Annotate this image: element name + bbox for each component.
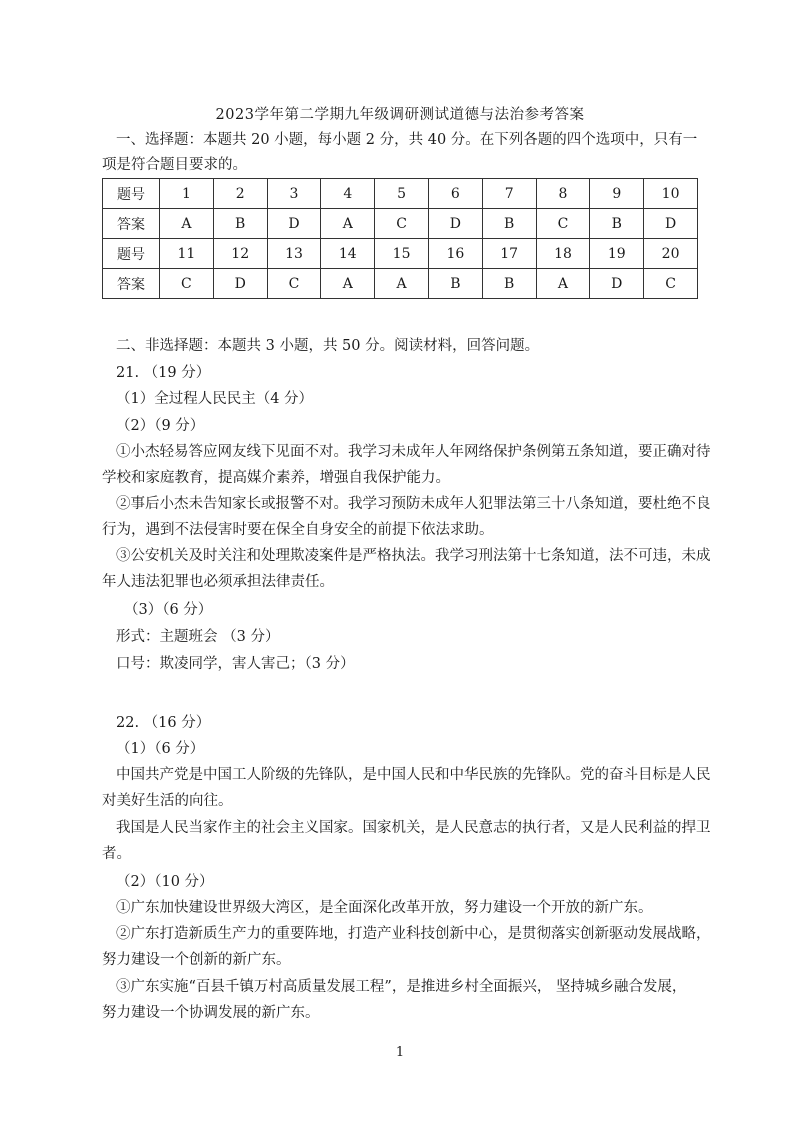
table-cell: C	[536, 209, 590, 239]
q21-part2-a-line2: 学校和家庭教育，提高媒介素养，增强自我保护能力。	[102, 470, 450, 486]
table-cell: 9	[590, 179, 644, 209]
table-cell: 20	[644, 239, 698, 269]
table-cell: 7	[482, 179, 536, 209]
table-cell: A	[321, 269, 375, 299]
table-cell: A	[536, 269, 590, 299]
table-cell: D	[267, 209, 321, 239]
section2-intro: 二、非选择题：本题共 3 小题，共 50 分。阅读材料，回答问题。	[116, 338, 540, 354]
table-cell: 14	[321, 239, 375, 269]
table-cell: A	[321, 209, 375, 239]
table-row-answer-2	[103, 269, 698, 299]
q22-part2-a: ①广东加快建设世界级大湾区，是全面深化改革开放，努力建设一个开放的新广东。	[116, 900, 653, 916]
row-label: 答案	[103, 269, 160, 299]
row-label: 题号	[103, 239, 160, 269]
answer-table	[102, 178, 698, 299]
q21-part2-c-line2: 年人违法犯罪也必须承担法律责任。	[102, 574, 334, 590]
table-cell: B	[590, 209, 644, 239]
q22-part2-c-line2: 努力建设一个协调发展的新广东。	[102, 1005, 320, 1021]
table-cell: C	[160, 269, 214, 299]
table-cell: 4	[321, 179, 375, 209]
q21-part3-slogan: 口号：欺凌同学，害人害己；（3 分）	[116, 656, 355, 672]
q21-part3-form: 形式：主题班会 （3 分）	[116, 629, 280, 645]
table-cell: 18	[536, 239, 590, 269]
q21-part2-c-line1: ③公安机关及时关注和处理欺凌案件是严格执法。我学习刑法第十七条知道，法不可违，未成	[116, 548, 711, 564]
table-cell: A	[160, 209, 214, 239]
q22-part1: （1）（6 分）	[116, 741, 205, 757]
table-cell: B	[482, 269, 536, 299]
table-cell: 13	[267, 239, 321, 269]
table-cell: 19	[590, 239, 644, 269]
table-cell: C	[644, 269, 698, 299]
table-cell: D	[213, 269, 267, 299]
q22-part2-b-line2: 努力建设一个创新的新广东。	[102, 952, 291, 968]
q21-part3: （3）（6 分）	[124, 602, 213, 618]
row-label: 题号	[103, 179, 160, 209]
table-cell: 8	[536, 179, 590, 209]
table-cell: 10	[644, 179, 698, 209]
row-label: 答案	[103, 209, 160, 239]
table-cell: 17	[482, 239, 536, 269]
q21-heading: 21. （19 分）	[116, 365, 211, 381]
section1-intro-line1: 一、选择题：本题共 20 小题，每小题 2 分，共 40 分。在下列各题的四个选项中，只有一	[116, 132, 698, 148]
table-cell: 1	[160, 179, 214, 209]
table-row-question-1	[103, 179, 698, 209]
section1-intro-line2: 项是符合题目要求的。	[102, 157, 247, 173]
q22-part2-c-line1: ③广东实施“百县千镇万村高质量发展工程”，是推进乡村全面振兴， 坚持城乡融合发展，	[116, 979, 687, 995]
q22-part1-a-line1: 中国共产党是中国工人阶级的先锋队，是中国人民和中华民族的先锋队。党的奋斗目标是人民	[116, 767, 711, 783]
q22-part1-b-line1: 我国是人民当家作主的社会主义国家。国家机关，是人民意志的执行者，又是人民利益的捍卫	[116, 820, 711, 836]
table-cell: 3	[267, 179, 321, 209]
q22-heading: 22. （16 分）	[116, 715, 211, 731]
table-cell: B	[482, 209, 536, 239]
table-cell: A	[375, 269, 429, 299]
table-cell: 2	[213, 179, 267, 209]
table-cell: B	[428, 269, 482, 299]
page-number: 1	[395, 1045, 405, 1060]
table-cell: 15	[375, 239, 429, 269]
q21-part2-a-line1: ①小杰轻易答应网友线下见面不对。我学习未成年人年网络保护条例第五条知道，要正确对待	[116, 444, 711, 460]
table-cell: 11	[160, 239, 214, 269]
table-cell: D	[428, 209, 482, 239]
table-cell: C	[375, 209, 429, 239]
table-cell: 6	[428, 179, 482, 209]
table-cell: 16	[428, 239, 482, 269]
table-cell: D	[644, 209, 698, 239]
q22-part1-a-line2: 对美好生活的向往。	[102, 793, 233, 809]
table-cell: B	[213, 209, 267, 239]
table-cell: 12	[213, 239, 267, 269]
table-cell: D	[590, 269, 644, 299]
q21-part2: （2）（9 分）	[116, 418, 205, 434]
page-title: 2023学年第二学期九年级调研测试道德与法治参考答案	[215, 107, 585, 123]
q22-part2: （2）（10 分）	[116, 874, 214, 890]
q21-part1: （1）全过程人民民主（4 分）	[116, 391, 314, 407]
table-cell: 5	[375, 179, 429, 209]
table-cell: C	[267, 269, 321, 299]
table-row-question-2	[103, 239, 698, 269]
q22-part2-b-line1: ②广东打造新质生产力的重要阵地，打造产业科技创新中心，是贯彻落实创新驱动发展战略，	[116, 926, 711, 942]
table-row-answer-1	[103, 209, 698, 239]
q21-part2-b-line1: ②事后小杰未告知家长或报警不对。我学习预防未成年人犯罪法第三十八条知道，要杜绝不良	[116, 496, 711, 512]
q22-part1-b-line2: 者。	[102, 846, 131, 862]
q21-part2-b-line2: 行为，遇到不法侵害时要在保全自身安全的前提下依法求助。	[102, 522, 494, 538]
